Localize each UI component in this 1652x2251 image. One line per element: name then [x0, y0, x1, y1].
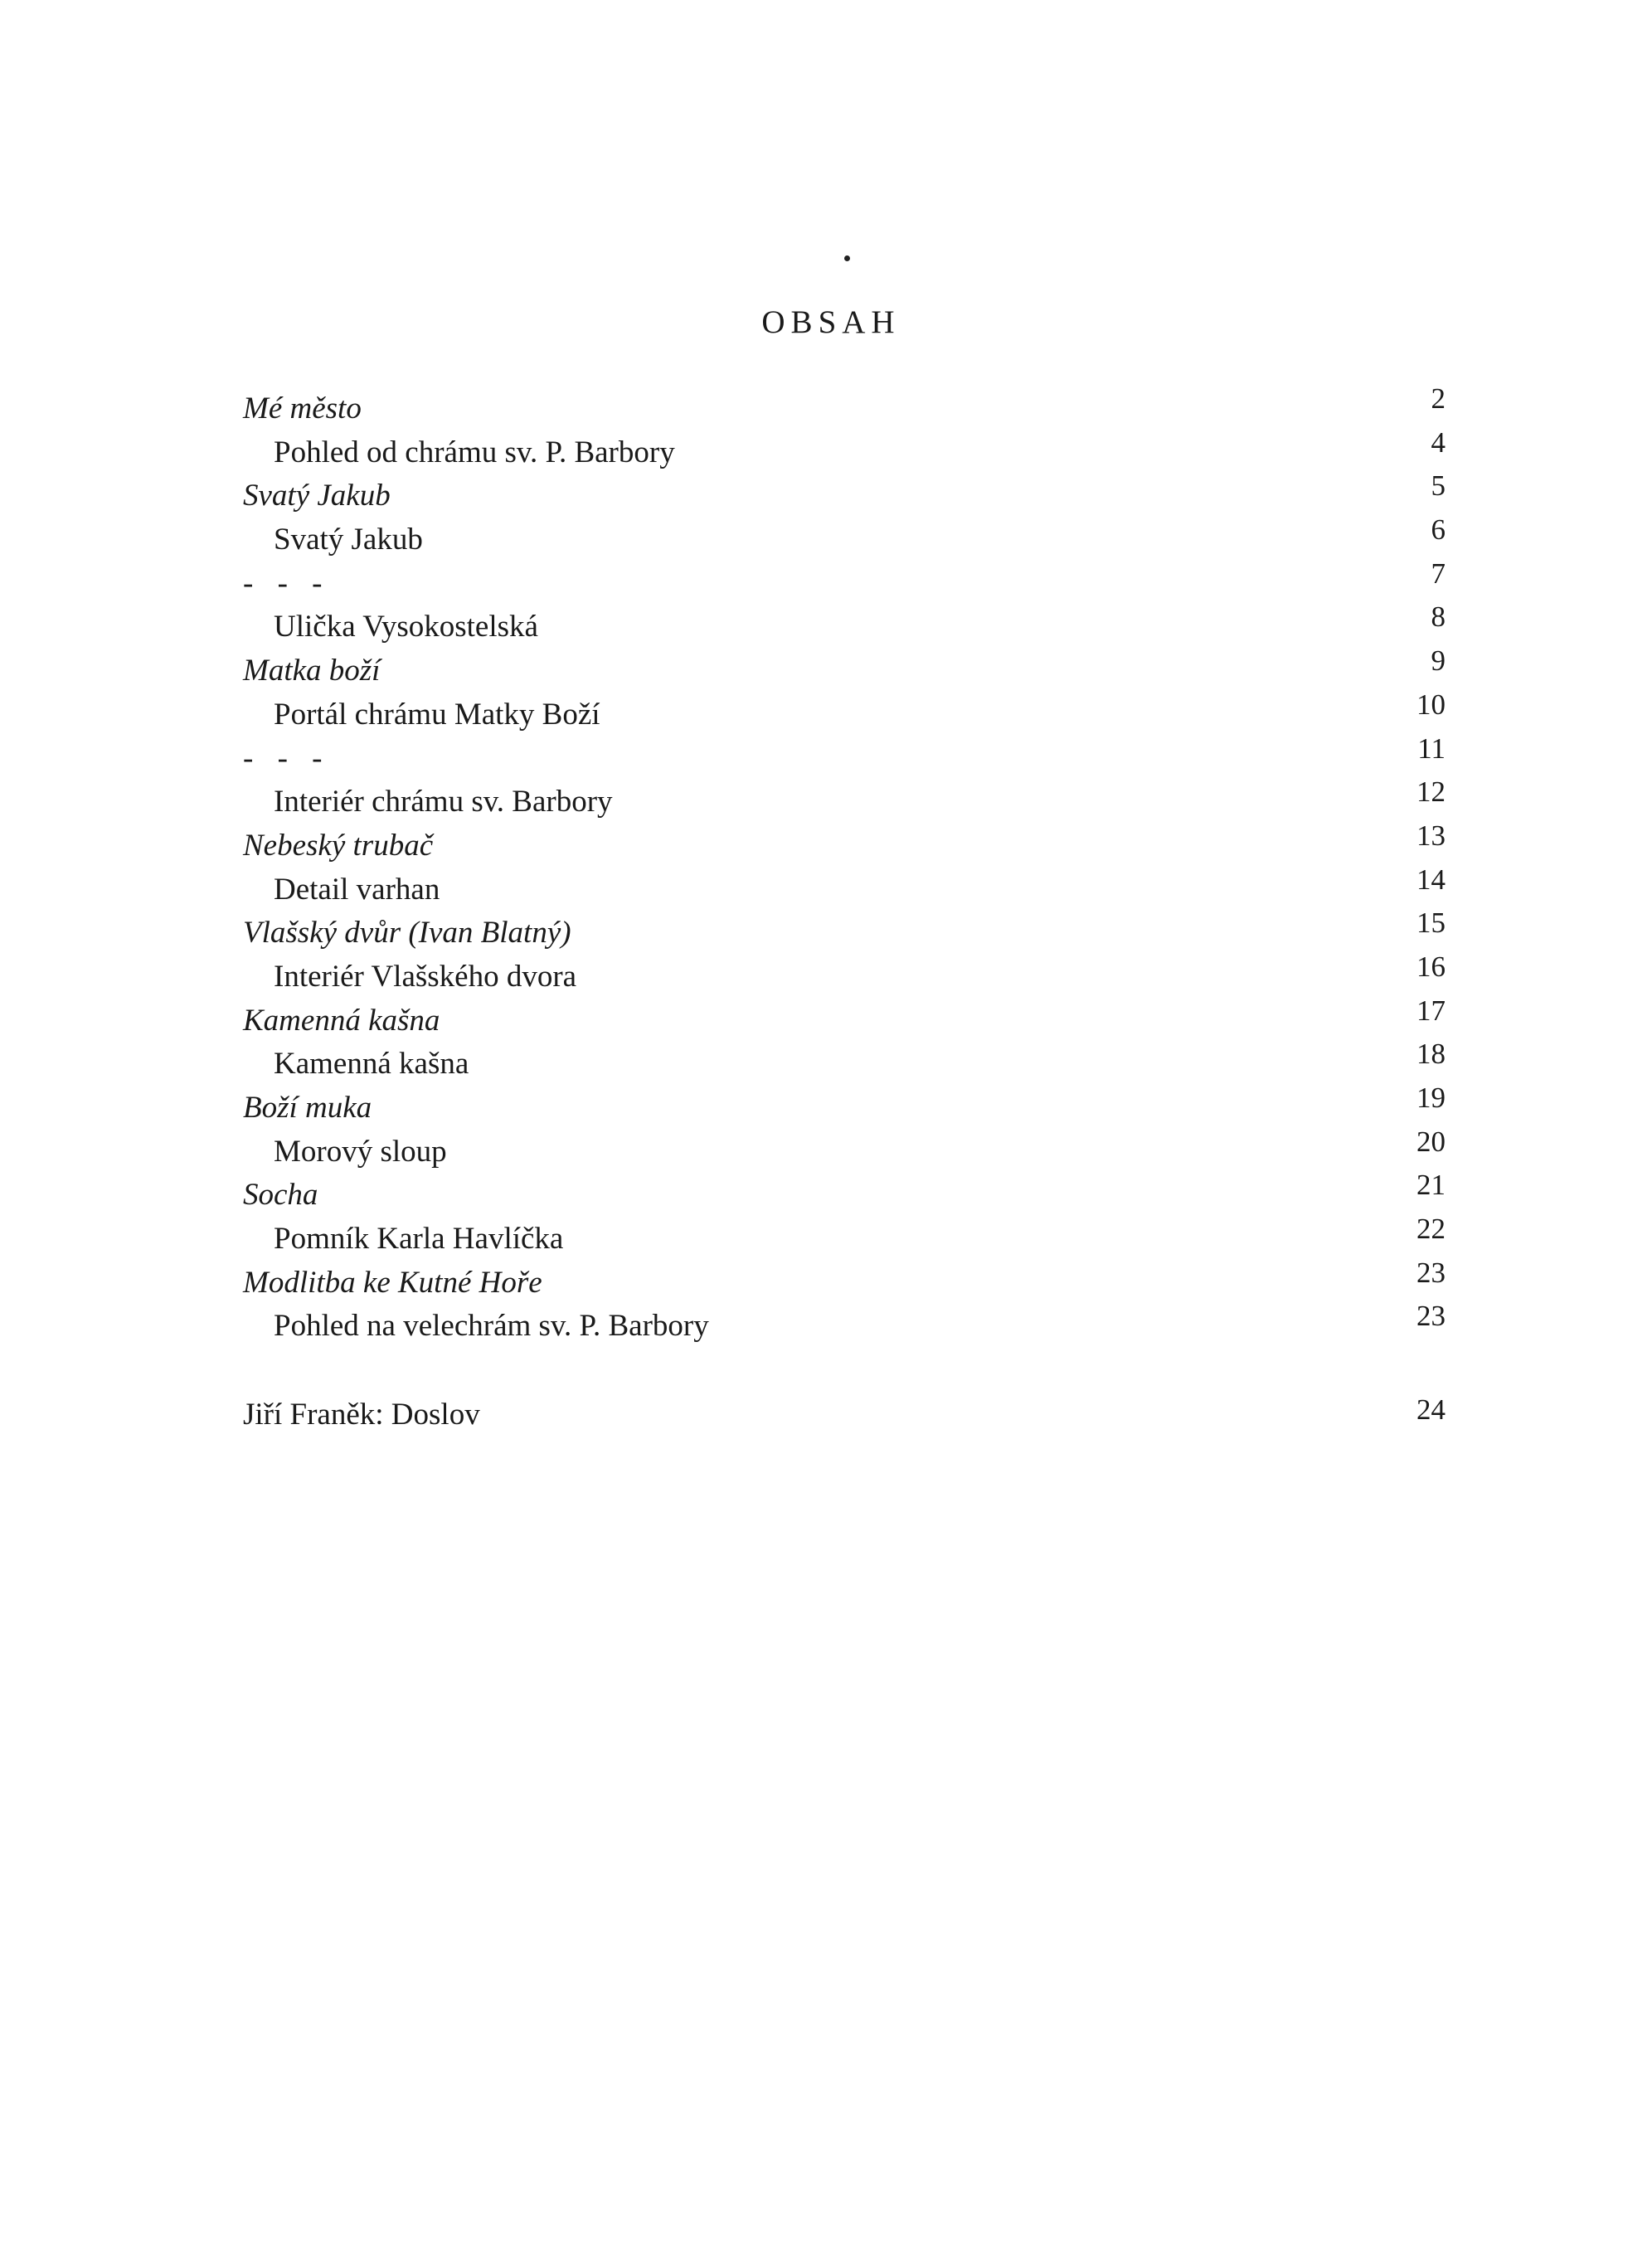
toc-entry [243, 775, 1446, 824]
toc-entry-page: 24 [1416, 1393, 1446, 1426]
toc-entry-page: 21 [1416, 1169, 1446, 1202]
toc-entry [243, 1300, 1446, 1349]
toc-entry-title: Boží muka [243, 1091, 372, 1125]
toc-entry [243, 425, 1446, 475]
toc-entry-title: - - - [243, 741, 331, 775]
toc-entry [243, 1082, 1446, 1130]
toc-entry-page: 17 [1416, 994, 1446, 1027]
toc-entry-page: 10 [1416, 688, 1446, 721]
page-title: OBSAH [761, 304, 901, 340]
toc-entry-page: 13 [1416, 819, 1446, 852]
toc-entry-page: 23 [1416, 1300, 1446, 1333]
toc-entry-page: 7 [1431, 557, 1446, 590]
toc-entry-title: Kamenná kašna [274, 1047, 469, 1082]
toc-entry [243, 863, 1446, 912]
toc-entry-title: Vlašský dvůr (Ivan Blatný) [243, 916, 571, 950]
toc-entry [243, 907, 1446, 955]
toc-entry-title: Interiér Vlašského dvora [274, 959, 577, 994]
toc-entry-page: 19 [1416, 1082, 1446, 1114]
toc-entry-page: 22 [1416, 1213, 1446, 1246]
toc-entry [243, 688, 1446, 737]
toc-entry-page: 6 [1431, 513, 1446, 547]
toc-entry-title: Svatý Jakub [243, 479, 391, 513]
toc-entry-page: 23 [1416, 1256, 1446, 1289]
toc-entry-title: Detail varhan [274, 872, 440, 907]
toc-entry-page: 2 [1431, 382, 1446, 415]
toc-entry-afterword [243, 1393, 1446, 1437]
toc-entry-title: Svatý Jakub [274, 523, 423, 557]
toc-entry-title: Ulička Vysokostelská [274, 610, 538, 644]
toc-entry [243, 557, 1446, 606]
toc-entry [243, 382, 1446, 431]
toc-entry-title: Morový sloup [274, 1134, 447, 1169]
toc-entry-page: 20 [1416, 1125, 1446, 1158]
toc-entry-page: 14 [1416, 863, 1446, 896]
toc-entry-page: 16 [1416, 950, 1446, 983]
toc-entry-title: Interiér chrámu sv. Barbory [274, 785, 613, 819]
toc-entry [243, 1125, 1446, 1174]
toc-entry [243, 1169, 1446, 1218]
toc-entry [243, 950, 1446, 999]
toc-entry [243, 1038, 1446, 1087]
toc-entry-title: Nebeský trubač [243, 828, 434, 863]
toc-entry-page: 12 [1416, 775, 1446, 809]
toc-entry-page: 11 [1417, 732, 1446, 765]
toc-entry-page: 4 [1431, 425, 1446, 459]
toc-entry-title: Pomník Karla Havlíčka [274, 1222, 564, 1257]
toc-entry [243, 513, 1446, 562]
toc-entry [243, 1213, 1446, 1262]
toc-entry-title: Portál chrámu Matky Boží [274, 697, 600, 732]
toc-entry [243, 994, 1446, 1043]
toc-entry-title: Pohled na velechrám sv. P. Barbory [274, 1309, 709, 1344]
toc-entry [243, 819, 1446, 868]
toc-entry-title: Mé město [243, 391, 362, 425]
toc-entry-page: 18 [1416, 1038, 1446, 1071]
toc-entry-page: 15 [1416, 907, 1446, 940]
toc-entry [243, 1256, 1446, 1305]
toc-entry-title: Socha [243, 1178, 318, 1213]
toc-entry-title: Kamenná kašna [243, 1003, 440, 1038]
toc-entry-page: 5 [1431, 469, 1446, 503]
toc-entry-title: - - - [243, 566, 331, 600]
table-of-contents [243, 382, 1446, 1349]
toc-entry [243, 469, 1446, 518]
toc-entry [243, 600, 1446, 649]
toc-entry-page: 9 [1431, 644, 1446, 678]
toc-entry-title: Matka boží [243, 654, 381, 688]
toc-entry [243, 644, 1446, 693]
toc-entry-title: Modlitba ke Kutné Hoře [243, 1265, 542, 1300]
toc-entry-title: Jiří Franěk: Doslov [243, 1398, 480, 1432]
toc-entry [243, 732, 1446, 781]
toc-entry-title: Pohled od chrámu sv. P. Barbory [274, 435, 675, 469]
bullet-mark [844, 255, 850, 261]
toc-entry-page: 8 [1431, 600, 1446, 634]
